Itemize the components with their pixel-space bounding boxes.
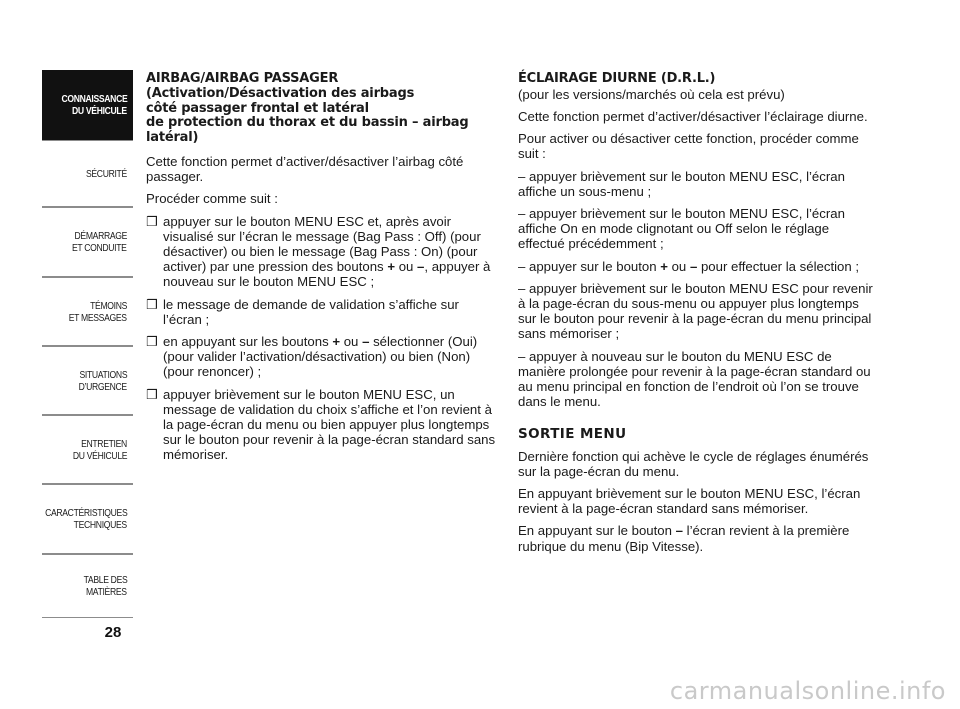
text-part: sélectionner (Oui) (pour valider l’activation/désactivation) ou bien (Non) (pour renoncer) ; <box>163 334 478 380</box>
section-title-sortie-menu: SORTIE MENU <box>518 426 627 443</box>
tab-label-line: DÉMARRAGE <box>74 230 127 242</box>
right-column <box>518 72 874 561</box>
text-part: ou <box>395 259 418 275</box>
tab-label-line: TÉMOINS <box>90 299 127 312</box>
tab-label-line: ENTRETIEN <box>81 437 127 450</box>
checkbox-bullet-icon: ❒ <box>146 296 158 312</box>
tab-table-des-matieres[interactable] <box>42 554 133 618</box>
text-part: ou <box>667 258 690 274</box>
paragraph: – appuyer à nouveau sur le bouton du MENU ESC de manière prolongée pour revenir à la page-écran standard ou au menu principal en fonction de l’endroit où l’on se trouve dans le menu. <box>518 348 871 410</box>
heading-line: latéral) <box>146 130 199 146</box>
watermark: carmanualsonline.info <box>669 677 946 705</box>
text-part: – appuyer sur le bouton <box>518 258 661 274</box>
list-item-text <box>163 334 496 380</box>
minus-symbol: – <box>675 523 683 539</box>
tab-label-line: TABLE DES <box>83 574 127 586</box>
list-item <box>146 387 496 463</box>
tab-entretien-du-vehicule[interactable] <box>42 415 133 484</box>
tab-label-line: DU VÉHICULE <box>72 449 127 462</box>
plus-symbol: + <box>332 334 341 350</box>
tab-label-line: D’URGENCE <box>78 380 127 393</box>
list-item <box>146 297 496 327</box>
paragraph: – appuyer brièvement sur le bouton MENU ESC pour revenir à la page-écran du sous-menu ou appuyer plus longtemps sur le bouton pour revenir à la page-écran du menu principal sans mémoriser ; <box>518 280 873 342</box>
heading-line: AIRBAG/AIRBAG PASSAGER <box>146 71 339 86</box>
airbag-intro: Cette fonction permet d’activer/désactiver l’airbag côté passager. <box>146 153 464 185</box>
page-number: 28 <box>104 624 122 641</box>
airbag-heading <box>146 72 496 146</box>
paragraph <box>518 523 874 553</box>
list-item-text: appuyer brièvement sur le bouton MENU ESC, un message de validation du choix s’affiche et l’on revient à la page-écran du menu ou bien appuyer plus longtemps sur le bouton pour revenir à la page-écran standard sans mémoriser. <box>163 386 496 463</box>
list-item-text <box>163 214 496 290</box>
paragraph: Cette fonction permet d’activer/désactiver l’éclairage diurne. <box>518 109 868 124</box>
paragraph: Dernière fonction qui achève le cycle de réglages énumérés sur la page-écran du menu. <box>518 448 869 479</box>
checkbox-bullet-icon: ❒ <box>146 334 158 350</box>
drl-heading: ÉCLAIRAGE DIURNE (D.R.L.) <box>518 71 716 86</box>
tab-securite[interactable] <box>42 140 133 207</box>
list-item <box>146 334 496 380</box>
tab-label-line: DU VÉHICULE <box>72 105 127 117</box>
tab-label-line: TECHNIQUES <box>73 519 127 531</box>
tab-label-line: MATIÈRES <box>86 586 127 598</box>
tab-temoins-et-messages[interactable] <box>42 277 133 346</box>
text-part: En appuyant sur le bouton <box>518 523 676 539</box>
tab-situations-d-urgence[interactable] <box>42 346 133 415</box>
procedure-label: Procéder comme suit : <box>146 191 278 207</box>
drl-subheading: (pour les versions/marchés où cela est prévu) <box>518 86 785 102</box>
paragraph <box>518 259 874 274</box>
tab-caracteristiques-techniques[interactable] <box>42 484 133 554</box>
paragraph: – appuyer brièvement sur le bouton MENU ESC, l’écran affiche un sous-menu ; <box>518 168 845 199</box>
paragraph: En appuyant brièvement sur le bouton MENU ESC, l’écran revient à la page-écran standard sans mémoriser. <box>518 486 861 517</box>
list-item <box>146 214 496 290</box>
minus-symbol: – <box>417 259 425 275</box>
tab-label-line: CONNAISSANCE <box>61 93 127 105</box>
minus-symbol: – <box>362 334 370 350</box>
text-part: en appuyant sur les boutons <box>163 334 333 350</box>
plus-symbol: + <box>660 258 668 274</box>
tab-demarrage-et-conduite[interactable] <box>42 207 133 277</box>
minus-symbol: – <box>689 258 698 274</box>
tab-label-line: ET CONDUITE <box>72 242 127 254</box>
tab-label-line: SÉCURITÉ <box>86 167 127 180</box>
tab-connaissance-du-vehicule[interactable] <box>42 70 133 140</box>
plus-symbol: + <box>387 259 396 275</box>
paragraph: Pour activer ou désactiver cette fonction, procéder comme suit : <box>518 131 859 162</box>
heading-line: (Activation/Désactivation des airbags <box>146 85 415 101</box>
tab-label-line: ET MESSAGES <box>69 311 127 324</box>
heading-line: de protection du thorax et du bassin – airbag <box>146 115 469 131</box>
tab-label-line: CARACTÉRISTIQUES <box>44 507 127 519</box>
text-part: appuyer sur le bouton MENU ESC et, après avoir visualisé sur l’écran le message (Bag Pass : Off) (pour désactiver) ou bien le message (Bag Pass : On) (pour activer) par une pression des boutons <box>163 213 481 275</box>
left-column <box>146 72 496 470</box>
text-part: ou <box>340 334 363 350</box>
text-part: l’écran revient à la première rubrique du menu (Bip Vitesse). <box>518 523 850 554</box>
heading-line: côté passager frontal et latéral <box>146 100 369 116</box>
text-part: pour effectuer la sélection ; <box>697 258 860 274</box>
checkbox-bullet-icon: ❒ <box>146 213 158 229</box>
tab-label-line: SITUATIONS <box>79 368 127 381</box>
checkbox-bullet-icon: ❒ <box>146 386 158 402</box>
text-part: , appuyer à nouveau sur le bouton MENU ESC ; <box>163 259 491 290</box>
paragraph: – appuyer brièvement sur le bouton MENU ESC, l’écran affiche On en mode clignotant ou Off selon le réglage effectué précédemment ; <box>518 206 845 252</box>
list-item-text: le message de demande de validation s’affiche sur l’écran ; <box>163 296 459 327</box>
